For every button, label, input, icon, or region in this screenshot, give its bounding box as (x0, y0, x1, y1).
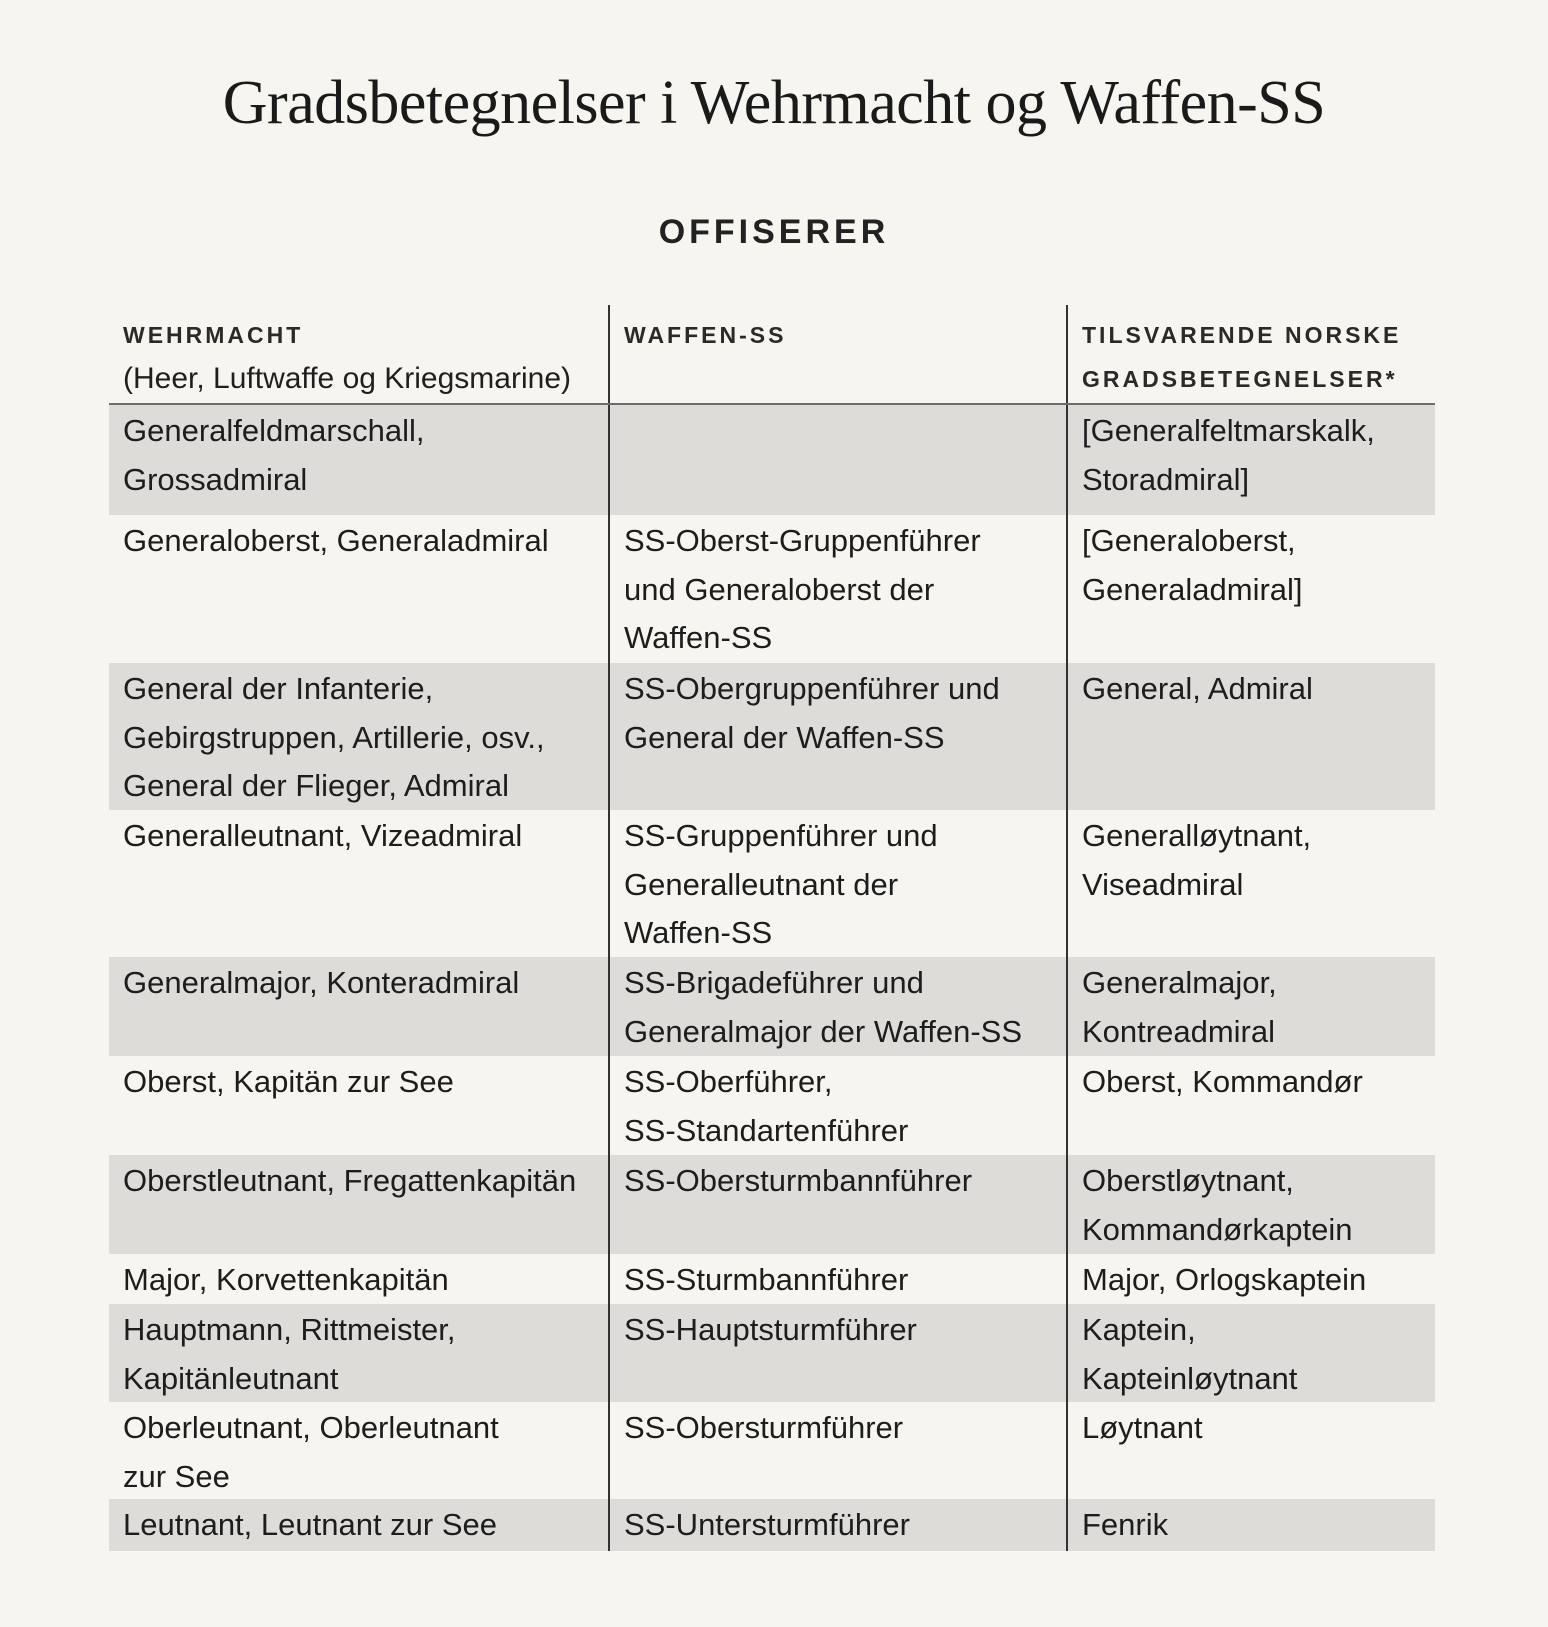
table-row (109, 663, 1435, 810)
header-wehrmacht-label: WEHRMACHT (123, 322, 304, 348)
cell-norske: Oberstløytnant, Kommandørkaptein (1082, 1163, 1353, 1247)
cell-wehrmacht: Generalfeldmarschall, Grossadmiral (109, 405, 610, 515)
cell-waffen-ss: SS-Oberst-Gruppenführer und Generaloberst der Waffen-SS (610, 515, 1068, 663)
cell-waffen-ss: SS-Obergruppenführer und General der Waffen-SS (610, 663, 1068, 811)
cell-wehrmacht: Hauptmann, Rittmeister, Kapitänleutnant (109, 1304, 610, 1403)
cell-wehrmacht: Leutnant, Leutnant zur See (109, 1499, 610, 1551)
table-row (109, 1056, 1435, 1155)
cell-wehrmacht: Generalmajor, Konteradmiral (109, 957, 610, 1056)
cell-waffen-ss: SS-Untersturmführer (610, 1499, 1068, 1551)
cell-norske: Kaptein, Kapteinløytnant (1082, 1312, 1298, 1396)
cell-waffen-ss: SS-Oberführer, SS-Standartenführer (610, 1056, 1068, 1155)
section-title: OFFISERER (658, 213, 890, 251)
cell-norske: [Generaloberst, Generaladmiral] (1082, 523, 1303, 607)
table-row (109, 810, 1435, 957)
cell-waffen-ss (610, 405, 1068, 515)
cell-waffen-ss: SS-Obersturmführer (610, 1402, 1068, 1501)
cell-norske: Fenrik (1082, 1507, 1169, 1542)
header-wehrmacht-subtitle: (Heer, Luftwaffe og Kriegsmarine) (123, 362, 571, 395)
rank-table (109, 305, 1435, 1551)
header-wehrmacht (109, 305, 610, 403)
page-title: Gradsbetegnelser i Wehrmacht og Waffen-SS (222, 69, 1326, 137)
cell-norske: General, Admiral (1082, 671, 1313, 706)
cell-waffen-ss: SS-Brigadeführer und Generalmajor der Waffen-SS (610, 957, 1068, 1056)
header-norske (1068, 305, 1435, 403)
cell-wehrmacht: Generalleutnant, Vizeadmiral (109, 810, 610, 958)
table-row (109, 957, 1435, 1056)
table-row (109, 1304, 1435, 1402)
table-row (109, 1499, 1435, 1551)
cell-waffen-ss: SS-Obersturmbannführer (610, 1155, 1068, 1254)
cell-norske: Major, Orlogskaptein (1082, 1262, 1367, 1297)
header-norske-line2: GRADSBETEGNELSER* (1082, 366, 1398, 392)
cell-norske: [Generalfeltmarskalk, Storadmiral] (1082, 413, 1375, 497)
table-row (109, 1254, 1435, 1304)
cell-norske: Generalløytnant, Viseadmiral (1082, 818, 1312, 902)
cell-wehrmacht: Oberleutnant, Oberleutnant zur See (109, 1402, 610, 1501)
table-row (109, 405, 1435, 515)
cell-norske: Løytnant (1082, 1410, 1203, 1445)
header-waffen-ss (610, 305, 1068, 403)
header-norske-line1: TILSVARENDE NORSKE (1082, 322, 1402, 348)
header-waffen-ss-label: WAFFEN-SS (624, 322, 787, 348)
cell-wehrmacht: General der Infanterie, Gebirgstruppen, Artillerie, osv., General der Flieger, Admiral (109, 663, 610, 811)
cell-wehrmacht: Oberstleutnant, Fregattenkapitän (109, 1155, 610, 1254)
cell-wehrmacht: Oberst, Kapitän zur See (109, 1056, 610, 1155)
table-header (109, 305, 1435, 405)
cell-waffen-ss: SS-Hauptsturmführer (610, 1304, 1068, 1403)
table-row (109, 1402, 1435, 1499)
cell-waffen-ss: SS-Gruppenführer und Generalleutnant der Waffen-SS (610, 810, 1068, 958)
table-row (109, 1155, 1435, 1254)
cell-wehrmacht: Major, Korvettenkapitän (109, 1254, 610, 1305)
table-row (109, 515, 1435, 663)
cell-wehrmacht: Generaloberst, Generaladmiral (109, 515, 610, 663)
cell-norske: Oberst, Kommandør (1082, 1064, 1363, 1099)
cell-norske: Generalmajor, Kontreadmiral (1082, 965, 1277, 1049)
cell-waffen-ss: SS-Sturmbannführer (610, 1254, 1068, 1305)
